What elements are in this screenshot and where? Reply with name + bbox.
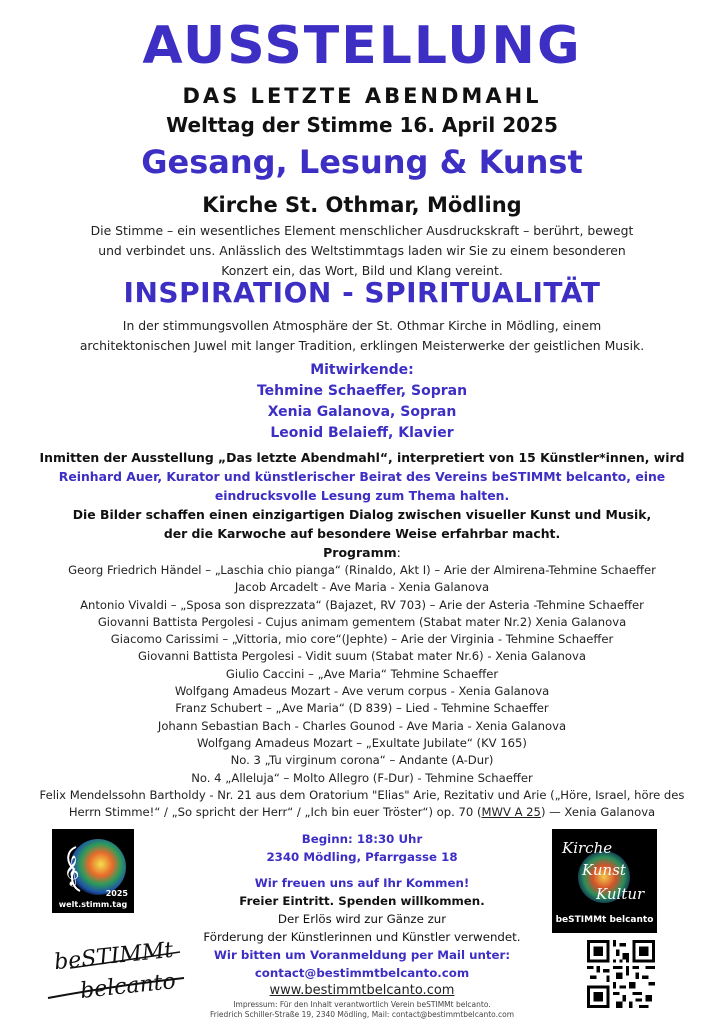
- program-list: [0, 562, 724, 821]
- kirche-kunst-kultur-logo: [552, 829, 657, 933]
- bestimmt-belcanto-logo: [40, 938, 190, 1010]
- exhibition-line: eindrucksvolle Lesung zum Thema halten.: [214, 488, 510, 503]
- date-line: Welttag der Stimme 16. April 2025: [166, 113, 558, 137]
- program-item: No. 3 „Tu virginum corona“ – Andante (A-Dur): [230, 753, 494, 768]
- performers-section: [0, 360, 724, 444]
- inspiration-line: architektonischen Juwel mit langer Tradition, erklingen Meisterwerke der geistlichen Musik.: [79, 338, 645, 353]
- welcome-text: Wir freuen uns auf Ihr Kommen!: [254, 876, 470, 890]
- proceeds-text: Förderung der Künstlerinnen und Künstler verwendet.: [203, 930, 521, 944]
- inspiration-text: [0, 316, 724, 356]
- intro-line: und verbindet uns. Anlässlich des Weltstimmtags laden wir Sie zu einem besonderen: [98, 243, 626, 258]
- inspiration-line: In der stimmungsvollen Atmosphäre der St. Othmar Kirche in Mödling, einem: [122, 318, 602, 333]
- performer-item: Tehmine Schaeffer, Sopran: [256, 383, 468, 399]
- welt-year: 2025: [105, 889, 128, 898]
- proceeds-text: Der Erlös wird zur Gänze zur: [277, 912, 447, 926]
- performer-item: Xenia Galanova, Sopran: [267, 404, 457, 420]
- program-item: Franz Schubert – „Ave Maria“ (D 839) – Lied - Tehmine Schaeffer: [175, 701, 549, 716]
- kunst-word: Kunst: [582, 861, 626, 879]
- qr-code[interactable]: [587, 940, 655, 1008]
- program-item: Wolfgang Amadeus Mozart - Ave verum corpus - Xenia Galanova: [174, 684, 550, 699]
- performers-heading: Mitwirkende:: [310, 362, 414, 378]
- imprint-line: Friedrich Schiller-Straße 19, 2340 Mödling, Mail: contact@bestimmtbelcanto.com: [209, 1010, 514, 1019]
- program-item: Jacob Arcadelt - Ave Maria - Xenia Galanova: [234, 580, 490, 595]
- qr-code-icon: [587, 940, 655, 1008]
- event-heading: Gesang, Lesung & Kunst: [141, 143, 583, 181]
- registration-text: Wir bitten um Voranmeldung per Mail unter:: [213, 948, 511, 962]
- exhibition-text: [0, 448, 724, 543]
- program-item: Antonio Vivaldi – „Sposa son disprezzata“ (Bajazet, RV 703) – Arie der Asteria -Tehmine Schaeffer: [80, 597, 644, 612]
- start-time: Beginn: 18:30 Uhr: [301, 832, 423, 846]
- exhibition-line: Die Bilder schaffen einen einzigartigen Dialog zwischen visueller Kunst und Musik,: [72, 507, 652, 522]
- admission-text: Freier Eintritt. Spenden willkommen.: [239, 894, 485, 908]
- program-last-text-end: ) — Xenia Galanova: [540, 805, 656, 820]
- event-address: 2340 Mödling, Pfarrgasse 18: [266, 850, 458, 864]
- program-item-last: [0, 804, 724, 821]
- welt-name: welt.stimm.tag: [58, 900, 128, 909]
- program-item: Johann Sebastian Bach - Charles Gounod - Ave Maria - Xenia Galanova: [157, 718, 567, 733]
- program-item: No. 4 „Alleluja“ – Molto Allegro (F-Dur) - Tehmine Schaeffer: [191, 770, 533, 785]
- intro-line: Konzert ein, das Wort, Bild und Klang vereint.: [221, 263, 503, 278]
- kirche-word: Kirche: [562, 839, 613, 857]
- program-item: Giovanni Battista Pergolesi - Vidit suum (Stabat mater Nr.6) - Xenia Galanova: [138, 649, 586, 664]
- kultur-word: Kultur: [596, 885, 645, 903]
- program-item: Felix Mendelssohn Bartholdy - Nr. 21 aus dem Oratorium "Elias" Arie, Rezitativ und Arie („Höre, Israel, höre des: [39, 787, 685, 802]
- performer-item: Leonid Belaieff, Klavier: [270, 425, 454, 441]
- mwv-link[interactable]: MWV A 25: [481, 805, 541, 820]
- page-title: AUSSTELLUNG: [142, 16, 582, 76]
- program-item: Giovanni Battista Pergolesi - Cujus animam gementem (Stabat mater Nr.2) Xenia Galanova: [97, 614, 627, 629]
- imprint-line: Impressum: Für den Inhalt verantwortlich Verein beSTIMMt belcanto.: [233, 1000, 491, 1009]
- kirche-logo-name: beSTIMMt belcanto: [555, 915, 654, 925]
- intro-text: [0, 221, 724, 281]
- exhibition-line: der die Karwoche auf besondere Weise erfahrbar macht.: [163, 526, 561, 541]
- belcanto-word: belcanto: [78, 969, 177, 1004]
- svg-text:𝄞: 𝄞: [64, 856, 80, 886]
- program-item: Giacomo Carissimi – „Vittoria, mio core“(Jephte) – Arie der Virginia - Tehmine Schaeffer: [110, 632, 614, 647]
- venue-heading: Kirche St. Othmar, Mödling: [202, 193, 522, 217]
- exhibition-subtitle: DAS LETZTE ABENDMAHL: [182, 84, 542, 108]
- program-heading: [0, 545, 724, 560]
- program-last-text: Herrn Stimme!“ / „So spricht der Herr“ / „Ich bin euer Tröster“) op. 70 (: [68, 805, 482, 820]
- inspiration-heading: INSPIRATION - SPIRITUALITÄT: [123, 276, 601, 309]
- exhibition-line: Reinhard Auer, Kurator und künstlerischer Beirat des Vereins beSTIMMt belcanto, eine: [58, 469, 666, 484]
- website-link[interactable]: www.bestimmtbelcanto.com: [269, 983, 455, 998]
- email-link[interactable]: contact@bestimmtbelcanto.com: [254, 966, 470, 980]
- program-item: Wolfgang Amadeus Mozart – „Exultate Jubilate“ (KV 165): [197, 735, 527, 750]
- program-item: Georg Friedrich Händel – „Laschia chio pianga“ (Rinaldo, Akt I) – Arie der Almirena-Tehmine Schaeffer: [68, 563, 656, 577]
- program-heading-label: Programm: [323, 545, 397, 560]
- intro-line: Die Stimme – ein wesentliches Element menschlicher Ausdruckskraft – berührt, bewegt: [90, 223, 634, 238]
- program-heading-colon: :: [396, 545, 401, 560]
- exhibition-line: Inmitten der Ausstellung „Das letzte Abendmahl“, interpretiert von 15 Künstler*innen, wird: [39, 450, 685, 465]
- program-item: Giulio Caccini – „Ave Maria“ Tehmine Schaeffer: [225, 666, 499, 681]
- bestimmt-word: beSTIMMt: [53, 937, 175, 976]
